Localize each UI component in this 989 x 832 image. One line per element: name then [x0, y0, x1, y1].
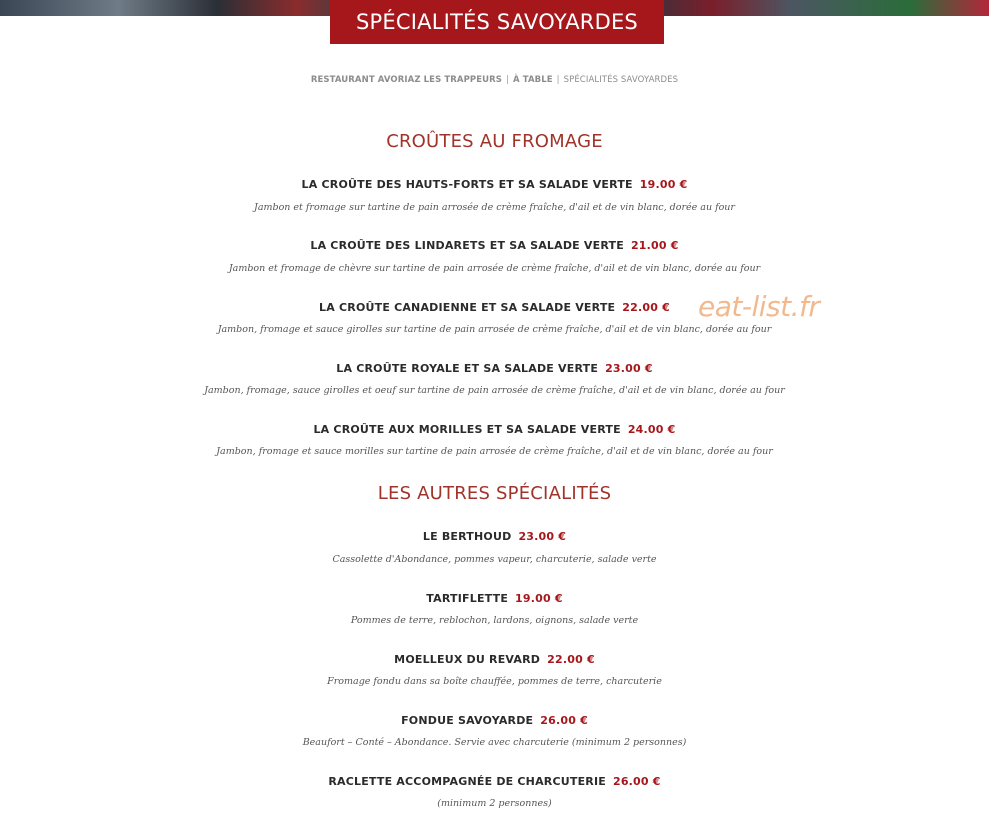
- menu-item-price: 26.00 €: [540, 714, 588, 727]
- menu-item-description: Jambon, fromage et sauce girolles sur tartine de pain arrosée de crème fraîche, d'ail et de vin blanc, dorée au four: [217, 324, 772, 335]
- menu-item-description: Pommes de terre, reblochon, lardons, oignons, salade verte: [350, 615, 639, 626]
- menu-item-description: Beaufort – Conté – Abondance. Servie avec charcuterie (minimum 2 personnes): [302, 737, 687, 748]
- menu-item-description: Cassolette d'Abondance, pommes vapeur, charcuterie, salade verte: [332, 554, 657, 565]
- menu-item-description: Jambon et fromage de chèvre sur tartine de pain arrosée de crème fraîche, d'ail et de vin blanc, dorée au four: [228, 263, 761, 274]
- menu-item-price: 22.00 €: [622, 301, 670, 314]
- breadcrumb: [0, 75, 989, 85]
- breadcrumb-separator: |: [556, 75, 560, 85]
- menu-item-name: RACLETTE ACCOMPAGNÉE DE CHARCUTERIE 26.00 €: [328, 775, 661, 788]
- menu-item-name: LA CROÛTE DES HAUTS-FORTS ET SA SALADE VERTE 19.00 €: [301, 178, 688, 191]
- menu-item-description: Jambon, fromage et sauce morilles sur tartine de pain arrosée de crème fraîche, d'ail et de vin blanc, dorée au four: [216, 446, 773, 457]
- breadcrumb-link-a-table[interactable]: À TABLE: [512, 75, 553, 85]
- menu-item-name: LA CROÛTE ROYALE ET SA SALADE VERTE 23.00 €: [336, 362, 653, 375]
- menu-item-name: LE BERTHOUD 23.00 €: [422, 530, 567, 543]
- menu-item-description: (minimum 2 personnes): [437, 798, 552, 809]
- menu-item-price: 19.00 €: [639, 178, 688, 191]
- menu-item-name: FONDUE SAVOYARDE 26.00 €: [401, 714, 588, 727]
- breadcrumb-separator: |: [506, 75, 509, 85]
- menu-item-price: 24.00 €: [627, 423, 676, 436]
- menu-item-name: LA CROÛTE AUX MORILLES ET SA SALADE VERTE 24.00 €: [313, 423, 676, 436]
- menu-item-price: 22.00 €: [547, 653, 595, 666]
- menu-item-price: 19.00 €: [515, 592, 563, 605]
- breadcrumb-link-restaurant[interactable]: RESTAURANT AVORIAZ LES TRAPPEURS: [310, 75, 503, 85]
- menu-item-name: TARTIFLETTE 19.00 €: [426, 592, 563, 605]
- section-title-croutes: CROÛTES AU FROMAGE: [386, 131, 603, 152]
- breadcrumb-current: SPÉCIALITÉS SAVOYARDES: [563, 75, 679, 85]
- section-title-autres: LES AUTRES SPÉCIALITÉS: [377, 483, 612, 504]
- page-title: SPÉCIALITÉS SAVOYARDES: [356, 10, 638, 34]
- menu-item-description: Fromage fondu dans sa boîte chauffée, pommes de terre, charcuterie: [327, 676, 662, 687]
- menu-item-price: 21.00 €: [630, 239, 679, 252]
- menu-item-name: MOELLEUX DU REVARD 22.00 €: [394, 653, 595, 666]
- menu-item-price: 23.00 €: [605, 362, 653, 375]
- menu-item-description: Jambon et fromage sur tartine de pain arrosée de crème fraîche, d'ail et de vin blanc, dorée au four: [254, 202, 735, 213]
- menu-item-price: 26.00 €: [612, 775, 661, 788]
- menu-item-name: LA CROÛTE DES LINDARETS ET SA SALADE VERTE 21.00 €: [310, 239, 679, 252]
- menu-item-price: 23.00 €: [518, 530, 567, 543]
- page-title-banner: [330, 0, 664, 44]
- menu-item-name: LA CROÛTE CANADIENNE ET SA SALADE VERTE 22.00 €: [319, 301, 670, 314]
- menu-item-description: Jambon, fromage, sauce girolles et oeuf sur tartine de pain arrosée de crème fraîche, d'ail et de vin blanc, dorée au four: [204, 385, 785, 396]
- watermark: eat-list.fr: [698, 290, 820, 323]
